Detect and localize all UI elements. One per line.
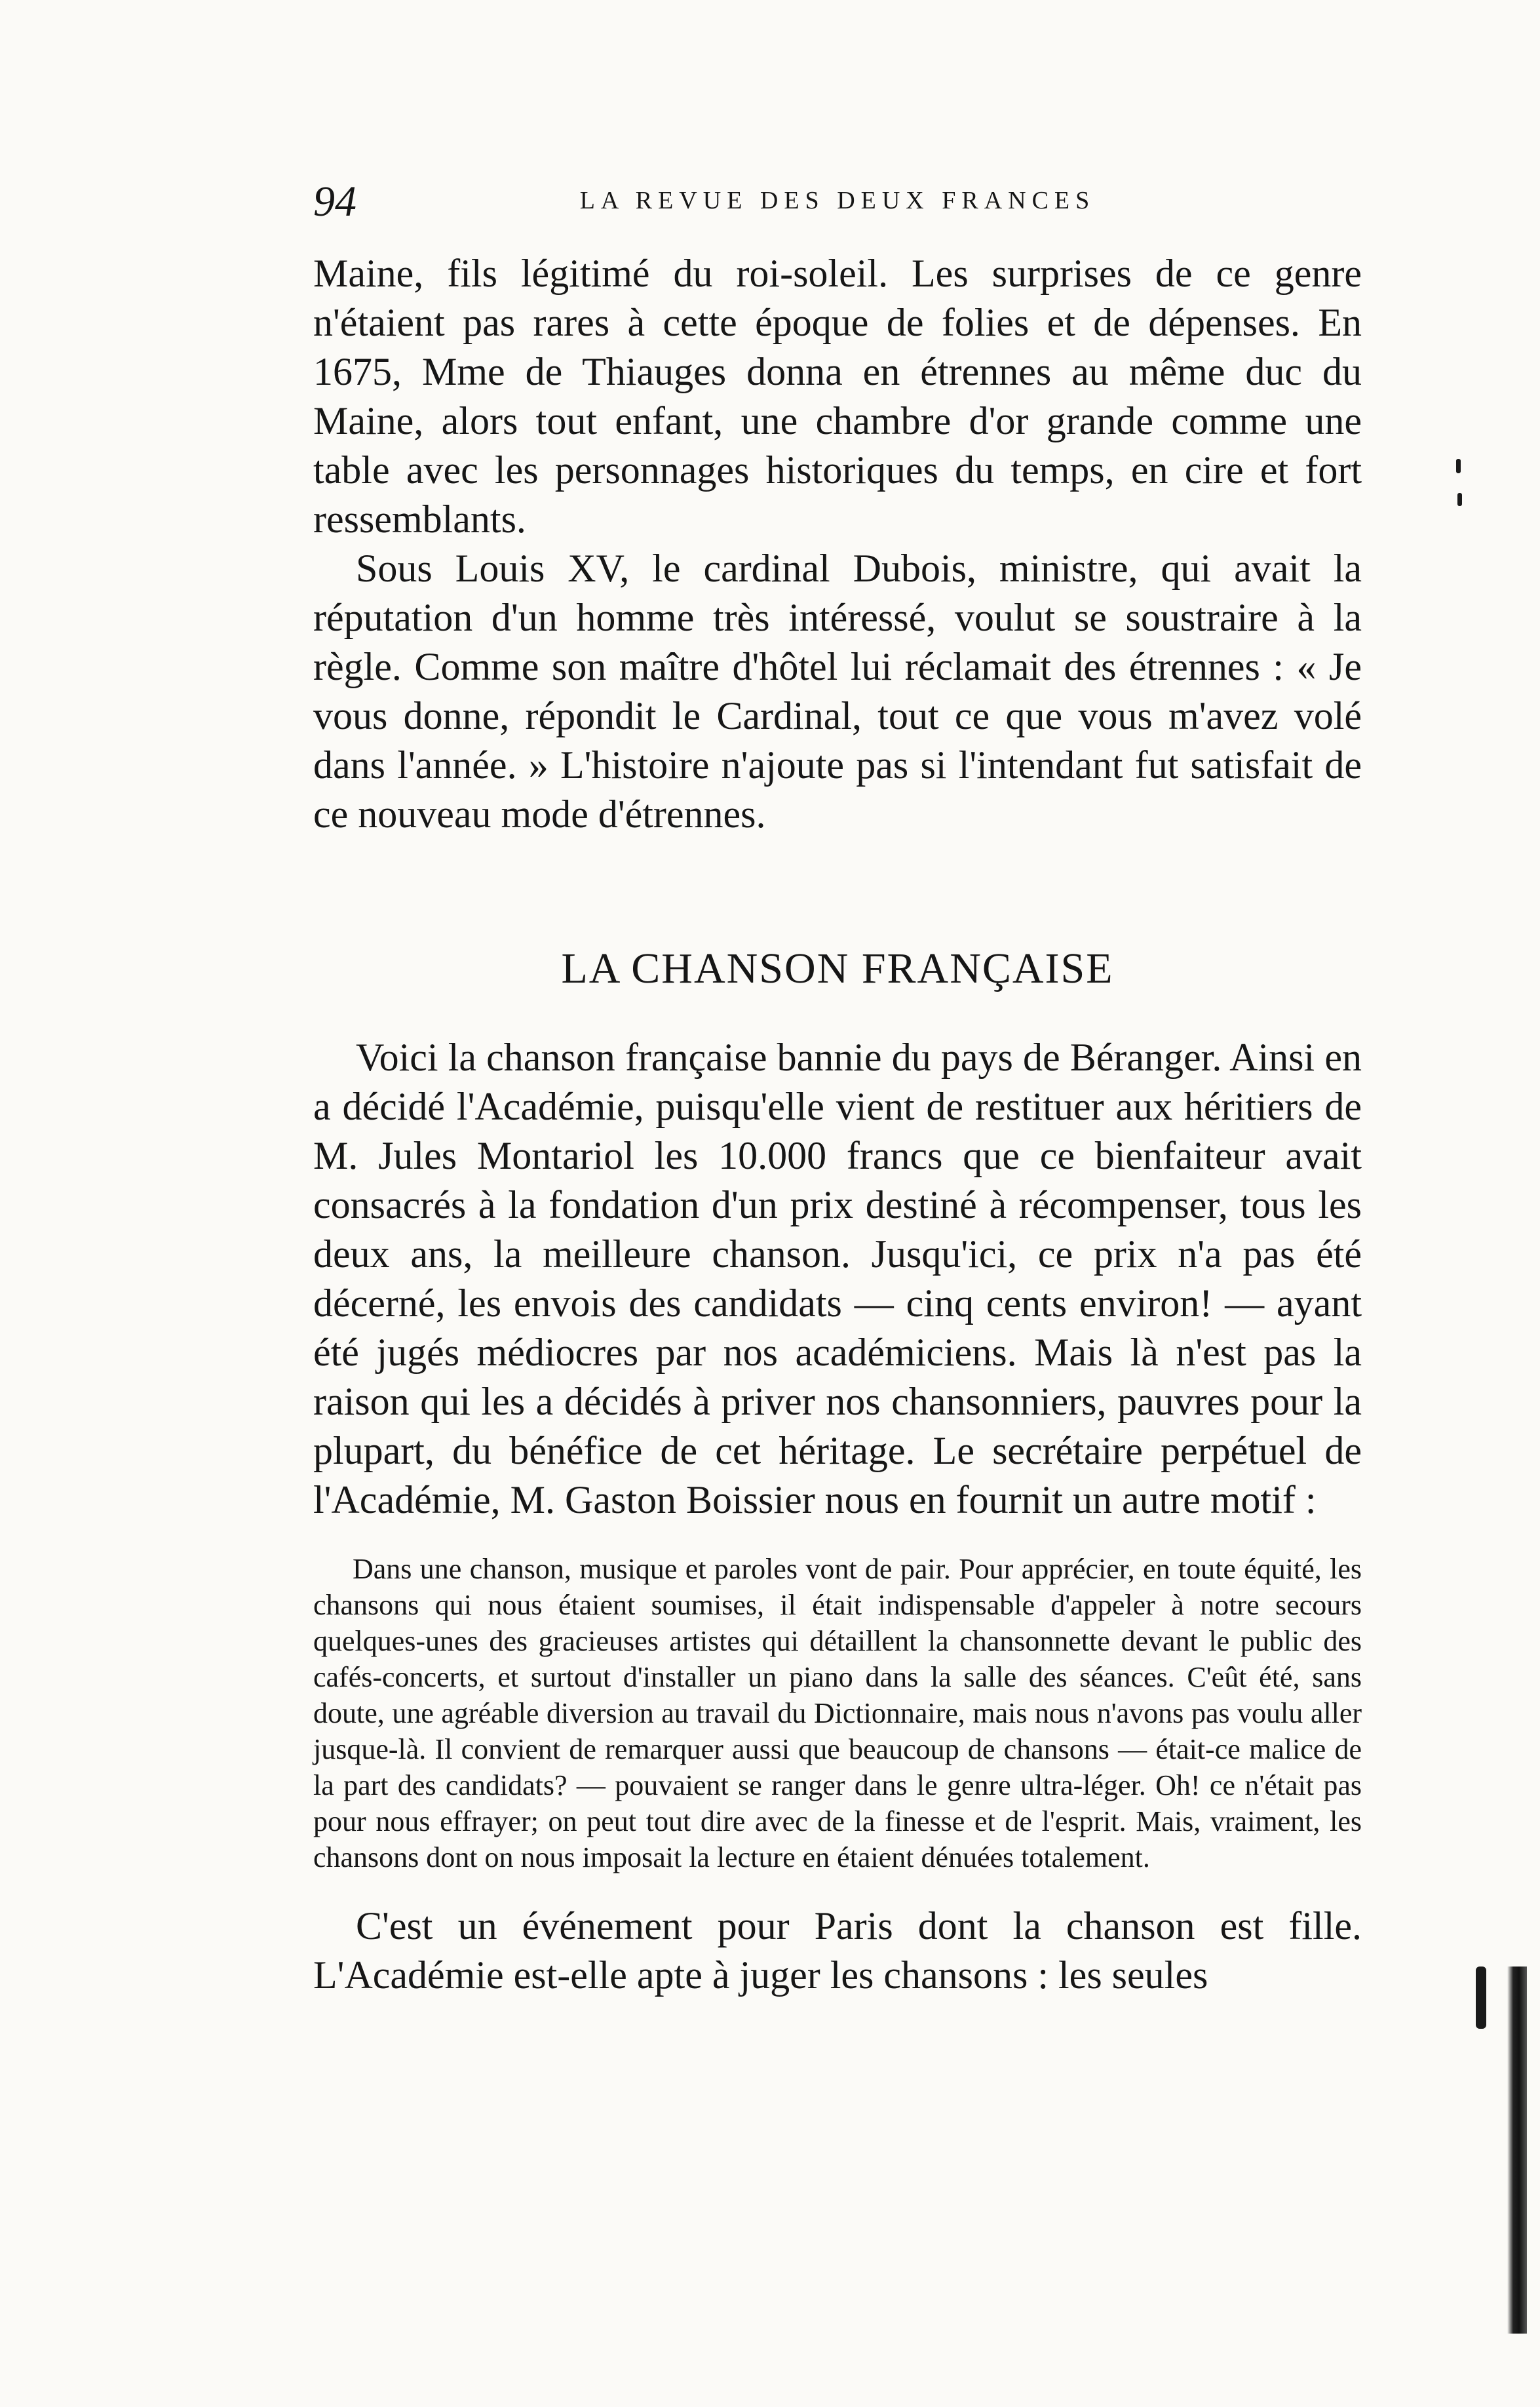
- scan-edge-shadow: [1507, 1967, 1527, 2334]
- margin-mark: [1457, 493, 1462, 506]
- margin-mark: [1476, 1967, 1486, 2029]
- paragraph-continued: Maine, fils légitimé du roi-soleil. Les surprises de ce genre n'étaient pas rares à cette époque de folies et de dépenses. En 1675, Mme de Thiauges donna en étrennes au même duc du Maine, alors tout enfant, une chambre d'or grande comme une table avec les personnages historiques du temps, en cire et fort ressemblants.: [313, 252, 1362, 541]
- paragraph-dubois: Sous Louis XV, le cardinal Dubois, ministre, qui avait la réputation d'un homme très intéressé, voulut se soustraire à la règle. Comme son maître d'hôtel lui réclamait des étrennes : « Je vous donne, répondit le Cardinal, tout ce que vous m'avez volé dans l'année. » L'histoire n'ajoute pas si l'intendant fut satisfait de ce nouveau mode d'étrennes.: [313, 547, 1362, 836]
- section-title: LA CHANSON FRANÇAISE: [561, 945, 1114, 992]
- body-text-top: [313, 249, 1362, 839]
- quote-text: Dans une chanson, musique et paroles vont de pair. Pour apprécier, en toute équité, les chansons qui nous étaient soumises, il était indispensable d'appeler à notre secours quelques-unes des gracieuses artistes qui détaillent la chansonnette devant le public des cafés-concerts, et surtout d'installer un piano dans la salle des séances. C'eût été, sans doute, une agréable diversion au travail du Dictionnaire, mais nous n'avons pas voulu aller jusque-là. Il convient de remarquer aussi que beaucoup de chansons — était-ce malice de la part des candidats? — pouvaient se ranger dans le genre ultra-léger. Oh! ce n'était pas pour nous effrayer; on peut tout dire avec de la finesse et de l'esprit. Mais, vraiment, les chansons dont on nous imposait la lecture en étaient dénuées totalement.: [313, 1553, 1362, 1873]
- page-header: [313, 177, 1362, 249]
- document-page: [313, 177, 1362, 2000]
- margin-mark: [1456, 459, 1461, 473]
- body-text-main: [313, 1033, 1362, 1525]
- body-text-end: [313, 1902, 1362, 2000]
- page-number: 94: [313, 178, 356, 225]
- paragraph-end: C'est un événement pour Paris dont la chanson est fille. L'Académie est-elle apte à juger les chansons : les seules: [313, 1904, 1362, 1997]
- paragraph-chanson: Voici la chanson française bannie du pays de Béranger. Ainsi en a décidé l'Académie, puisqu'elle vient de restituer aux héritiers de M. Jules Montariol les 10.000 francs que ce bienfaiteur avait consacrés à la fondation d'un prix destiné à récompenser, tous les deux ans, la meilleure chanson. Jusqu'ici, ce prix n'a pas été décerné, les envois des candidats — cinq cents environ! — ayant été jugés médiocres par nos académiciens. Mais là n'est pas la raison qui les a décidés à priver nos chansonniers, pauvres pour la plupart, du bénéfice de cet héritage. Le secrétaire perpétuel de l'Académie, M. Gaston Boissier nous en fournit un autre motif :: [313, 1036, 1362, 1521]
- running-head: LA REVUE DES DEUX FRANCES: [579, 187, 1096, 214]
- block-quote: [313, 1551, 1362, 1875]
